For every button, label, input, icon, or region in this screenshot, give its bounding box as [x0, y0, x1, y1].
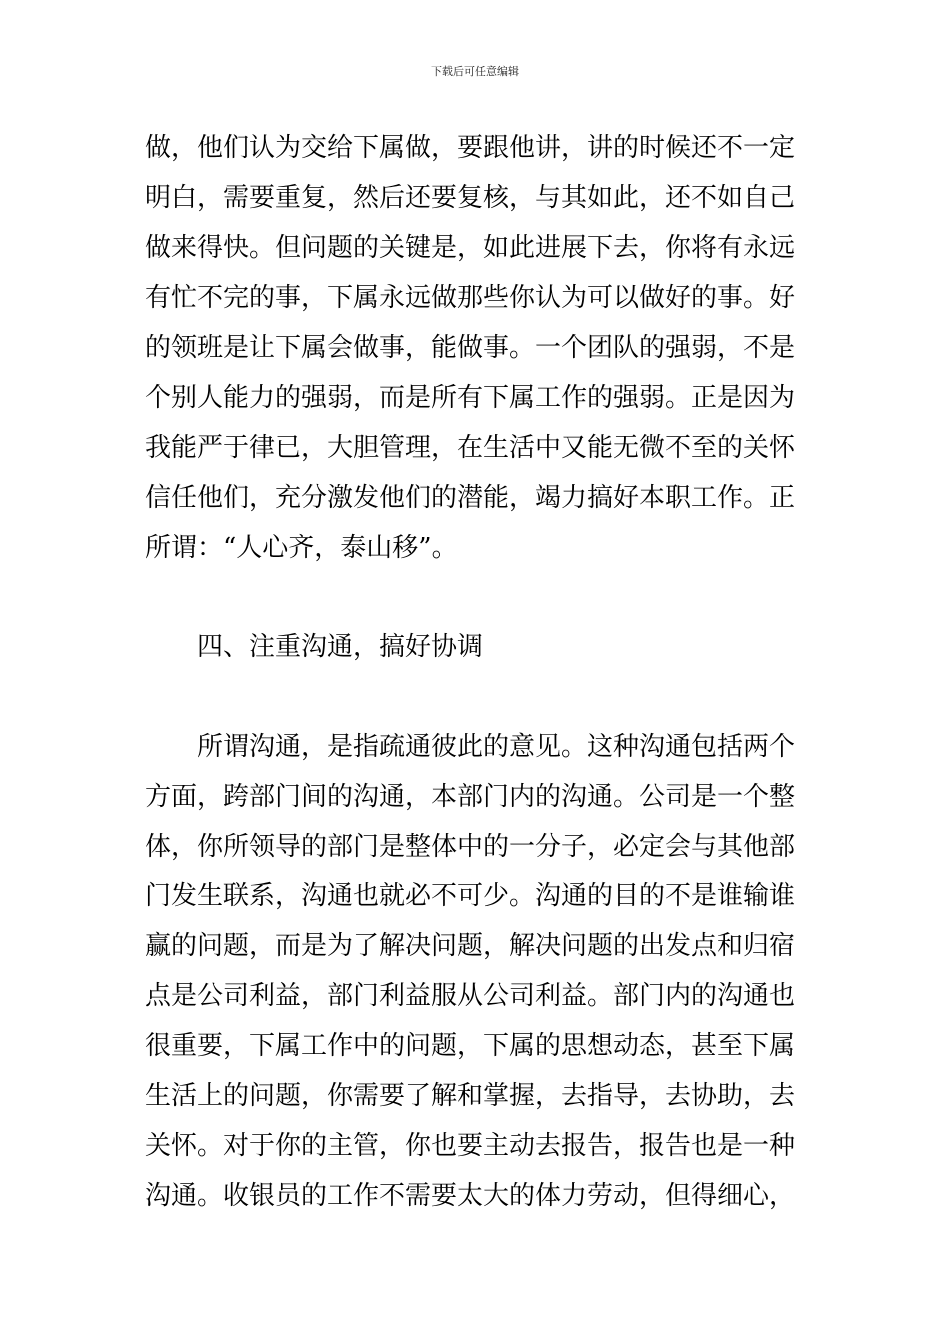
- paragraph-line: 沟通。收银员的工作不需要太大的体力劳动，但得细心，: [145, 1181, 796, 1211]
- paragraph-line: 信任他们，充分激发他们的潜能，竭力搞好本职工作。正: [145, 483, 796, 513]
- page-header: 下载后可任意编辑: [431, 65, 519, 78]
- paragraph-line: 有忙不完的事，下属永远做那些你认为可以做好的事。好: [145, 283, 796, 313]
- paragraph-line: 明白，需要重复，然后还要复核，与其如此，还不如自己: [145, 183, 796, 213]
- paragraph-line: 体，你所领导的部门是整体中的一分子，必定会与其他部: [145, 832, 796, 862]
- paragraph-line: 所谓沟通，是指疏通彼此的意见。这种沟通包括两个: [197, 732, 796, 762]
- paragraph-line: 做，他们认为交给下属做，要跟他讲，讲的时候还不一定: [145, 133, 796, 163]
- paragraph-line: 点是公司利益，部门利益服从公司利益。部门内的沟通也: [145, 981, 796, 1011]
- paragraph-line: 关怀。对于你的主管，你也要主动去报告，报告也是一种: [145, 1131, 796, 1161]
- paragraph-line: 生活上的问题，你需要了解和掌握，去指导，去协助，去: [145, 1081, 796, 1111]
- paragraph-line: 方面，跨部门间的沟通，本部门内的沟通。公司是一个整: [145, 782, 796, 812]
- paragraph-line: 做来得快。但问题的关键是，如此进展下去，你将有永远: [145, 233, 796, 263]
- paragraph-line: 个别人能力的强弱，而是所有下属工作的强弱。正是因为: [145, 383, 796, 413]
- section-heading: 四、注重沟通，搞好协调: [197, 632, 484, 662]
- paragraph-line: 门发生联系，沟通也就必不可少。沟通的目的不是谁输谁: [145, 881, 796, 911]
- paragraph-line: 的领班是让下属会做事，能做事。一个团队的强弱，不是: [145, 333, 796, 363]
- paragraph-line: 所谓：“人心齐，泰山移”。: [145, 533, 458, 563]
- paragraph-line: 我能严于律已，大胆管理，在生活中又能无微不至的关怀: [145, 433, 796, 463]
- paragraph-line: 很重要，下属工作中的问题，下属的思想动态，甚至下属: [145, 1031, 796, 1061]
- paragraph-line: 赢的问题，而是为了解决问题，解决问题的出发点和归宿: [145, 931, 796, 961]
